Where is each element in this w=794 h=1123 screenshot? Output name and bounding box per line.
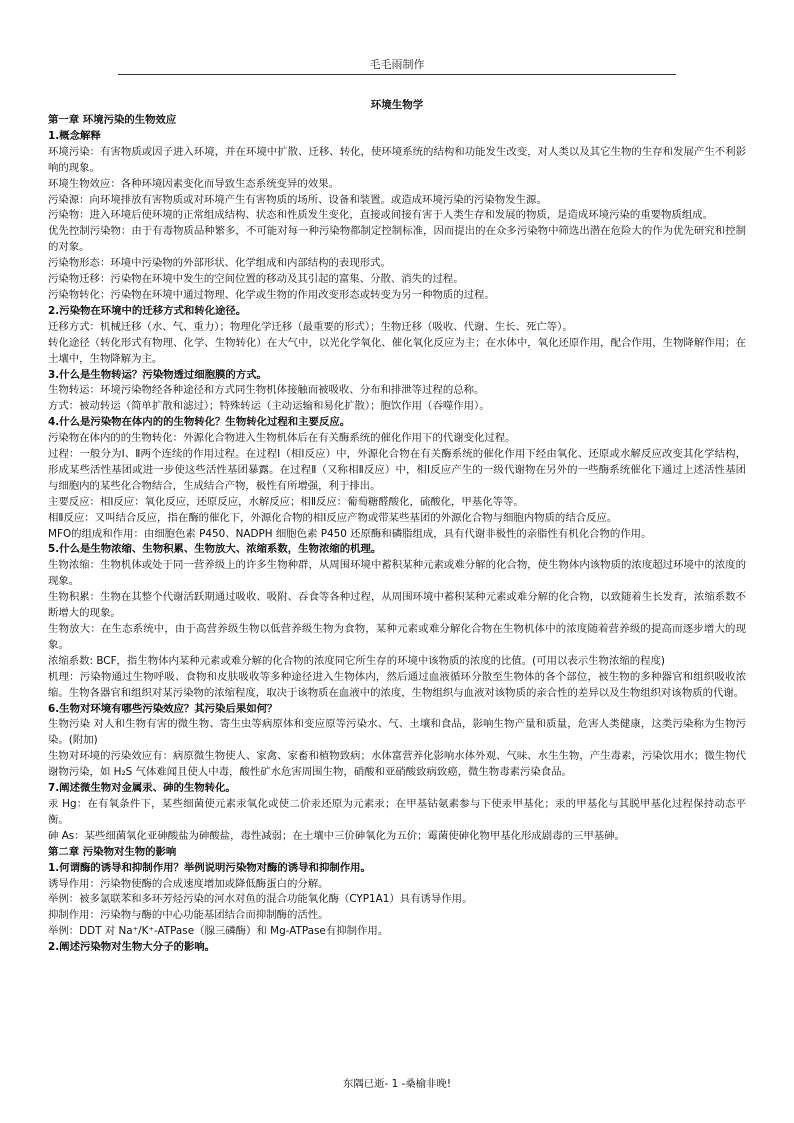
body-paragraph: 污染物转化：污染物在环境中通过物理、化学或生物的作用改变形态或转变为另一种物质的过程。 [48, 288, 495, 301]
body-paragraph: 举例：被多氯联苯和多环芳烃污染的河水对鱼的混合功能氧化酶（CYP1A1）具有诱导作用。 [48, 893, 473, 906]
body-paragraph: 过程：一般分为Ⅰ、Ⅱ两个连续的作用过程。在过程Ⅰ（相Ⅰ反应）中，外源化合物在有关酶系统的催化作用下经由氧化、还原或水解反应改变其化学结构，形成某些活性基团或进一步使这些活性基团暴露。在过程Ⅱ（又称相Ⅱ反应）中，相Ⅰ反应产生的一级代谢物在另外的一些酶系统催化下通过上述活性基团与细胞内的某些化合物结合，生成结合产物，极性有所增强，利于排出。 [48, 448, 746, 492]
section-heading: 2.阐述污染物对生物大分子的影响。 [48, 941, 216, 954]
body-paragraph: 环境污染：有害物质或因子进入环境，并在环境中扩散、迁移、转化，使环境系统的结构和功能发生改变，对人类以及其它生物的生存和发展产生不利影响的现象。 [48, 145, 746, 174]
body-paragraph: 环境生物效应：各种环境因素变化而导致生态系统变异的效果。 [48, 177, 339, 190]
document-body [48, 113, 746, 956]
body-paragraph: 主要反应：相Ⅰ反应：氧化反应，还原反应，水解反应；相Ⅱ反应：葡萄糖醛酸化，硫酸化，甲基化等等。 [48, 495, 524, 508]
body-paragraph: 污染源：向环境排放有害物质或对环境产生有害物质的场所、设备和装置。或造成环境污染的污染物发生源。 [48, 193, 547, 206]
body-paragraph: 迁移方式：机械迁移（水、气、重力）；物理化学迁移（最重要的形式）；生物迁移（吸收、代谢、生长、死亡等）。 [48, 320, 573, 333]
section-heading: 7.阐述微生物对金属汞、砷的生物转化。 [48, 782, 236, 795]
body-paragraph: 污染物：进入环境后使环境的正常组成结构、状态和性质发生变化，直接或间接有害于人类生存和发展的物质，是造成环境污染的重要物质组成。 [48, 209, 713, 222]
page-footer: 东隅已逝- 1 -桑榆非晚! [342, 1078, 451, 1090]
body-paragraph: 相Ⅱ反应：又叫结合反应，指在酶的催化下，外源化合物的相Ⅰ反应产物或带某些基团的外源化合物与细胞内物质的结合反应。 [48, 511, 618, 524]
section-heading: 第二章 污染物对生物的影响 [48, 845, 177, 858]
section-heading: 3.什么是生物转运？污染物透过细胞膜的方式。 [48, 368, 267, 381]
body-paragraph: 生物对环境的污染效应有：病原微生物使人、家禽、家畜和植物致病；水体富营养化影响水体外观、气味、水生生物，产生毒素，污染饮用水；微生物代谢物污染，如 H₂S 气体难闻且使人中毒，酸性矿水危害周围生物，硝酸和亚硝酸致病致癌，微生物毒素污染食品。 [48, 750, 746, 779]
body-paragraph: 机理：污染物通过生物呼吸、食物和皮肤吸收等多种途径进入生物体内，然后通过血液循环分散至生物体的各个部位，被生物的多种器官和组织吸收浓缩。生物各器官和组织对某污染物的浓缩程度，取决于该物质在血液中的浓度，生物组织与血液对该物质的亲合性的差异以及生物组织对该物质的代谢。 [48, 670, 746, 699]
header-divider [118, 74, 676, 75]
body-paragraph: 抑制作用：污染物与酶的中心功能基团结合而抑制酶的活性。 [48, 909, 329, 922]
body-paragraph: 转化途径（转化形式有物理、化学、生物转化）在大气中，以光化学氧化、催化氧化反应为主；在水体中，氧化还原作用，配合作用，生物降解作用；在土壤中，生物降解为主。 [48, 336, 746, 365]
body-paragraph: 汞 Hg：在有氧条件下，某些细菌使元素汞氧化或使二价汞还原为元素汞；在甲基钴氨素参与下使汞甲基化；汞的甲基化与其脱甲基化过程保持动态平衡。 [48, 797, 746, 826]
body-paragraph: 浓缩系数: BCF，指生物体内某种元素或难分解的化合物的浓度同它所生存的环境中该物质的浓度的比值。(可用以表示生物浓缩的程度) [48, 654, 665, 667]
body-paragraph: 举例：DDT 对 Na⁺/K⁺-ATPase（腺三磷酶）和 Mg-ATPase有抑制作用。 [48, 925, 389, 938]
body-paragraph: 诱导作用：污染物使酶的合成速度增加或降低酶蛋白的分解。 [48, 877, 329, 890]
body-paragraph: 生物积累：生物在其整个代谢活跃期通过吸收、吸附、吞食等各种过程，从周围环境中蓄积某种元素或难分解的化合物，以致随着生长发育，浓缩系数不断增大的现象。 [48, 591, 746, 620]
body-paragraph: 污染物形态：环境中污染物的外部形状、化学组成和内部结构的表现形式。 [48, 257, 391, 270]
body-paragraph: 优先控制污染物：由于有毒物质品种繁多，不可能对每一种污染物都制定控制标准，因而提出的在众多污染物中筛选出潜在危险大的作为优先研究和控制的对象。 [48, 225, 746, 254]
section-heading: 2.污染物在环境中的迁移方式和转化途径。 [48, 304, 247, 317]
document-title: 环境生物学 [370, 99, 424, 111]
body-paragraph: 生物放大：在生态系统中，由于高营养级生物以低营养级生物为食物，某种元素或难分解化合物在生物机体中的浓度随着营养级的提高而逐步增大的现象。 [48, 623, 746, 651]
body-paragraph: 生物浓缩：生物机体或处于同一营养级上的许多生物种群，从周围环境中蓄积某种元素或难分解的化合物，使生物体内该物质的浓度超过环境中的浓度的现象。 [48, 559, 746, 588]
body-paragraph: 砷 As：某些细菌氧化亚砷酸盐为砷酸盐，毒性减弱；在土壤中三价砷氧化为五价；霉菌使砷化物甲基化形成剧毒的三甲基砷。 [48, 829, 625, 842]
section-heading: 4.什么是污染物在体内的的生物转化？生物转化过程和主要反应。 [48, 416, 351, 429]
section-heading: 6.生物对环境有哪些污染效应？其污染后果如何？ [48, 702, 278, 715]
body-paragraph: 生物转运：环境污染物经各种途径和方式同生物机体接触而被吸收、分布和排泄等过程的总称。 [48, 384, 485, 397]
section-heading: 1.何谓酶的诱导和抑制作用？举例说明污染物对酶的诱导和抑制作用。 [48, 861, 371, 874]
section-heading: 第一章 环境污染的生物效应 [48, 114, 177, 126]
body-paragraph: 生物污染 对人和生物有害的微生物、寄生虫等病原体和变应原等污染水、气、土壤和食品，影响生物产量和质量，危害人类健康，这类污染称为生物污染。(附加) [48, 718, 746, 747]
body-paragraph: 方式：被动转运（简单扩散和滤过）；特殊转运（主动运输和易化扩散）；胞饮作用（吞噬作用）。 [48, 400, 490, 413]
body-paragraph: 污染物在体内的的生物转化：外源化合物进入生物机体后在有关酶系统的催化作用下的代谢变化过程。 [48, 432, 516, 445]
page-header: 毛毛雨制作 [369, 58, 425, 71]
section-heading: 5.什么是生物浓缩、生物积累、生物放大、浓缩系数，生物浓缩的机理。 [48, 543, 382, 556]
section-heading: 1.概念解释 [48, 129, 101, 142]
body-paragraph: MFO的组成和作用：由细胞色素 P450、NADPH 细胞色素 P450 还原酶和磷脂组成，具有代谢非极性的亲脂性有机化合物的作用。 [48, 527, 652, 540]
body-paragraph: 污染物迁移：污染物在环境中发生的空间位置的移动及其引起的富集、分散、消失的过程。 [48, 273, 464, 286]
